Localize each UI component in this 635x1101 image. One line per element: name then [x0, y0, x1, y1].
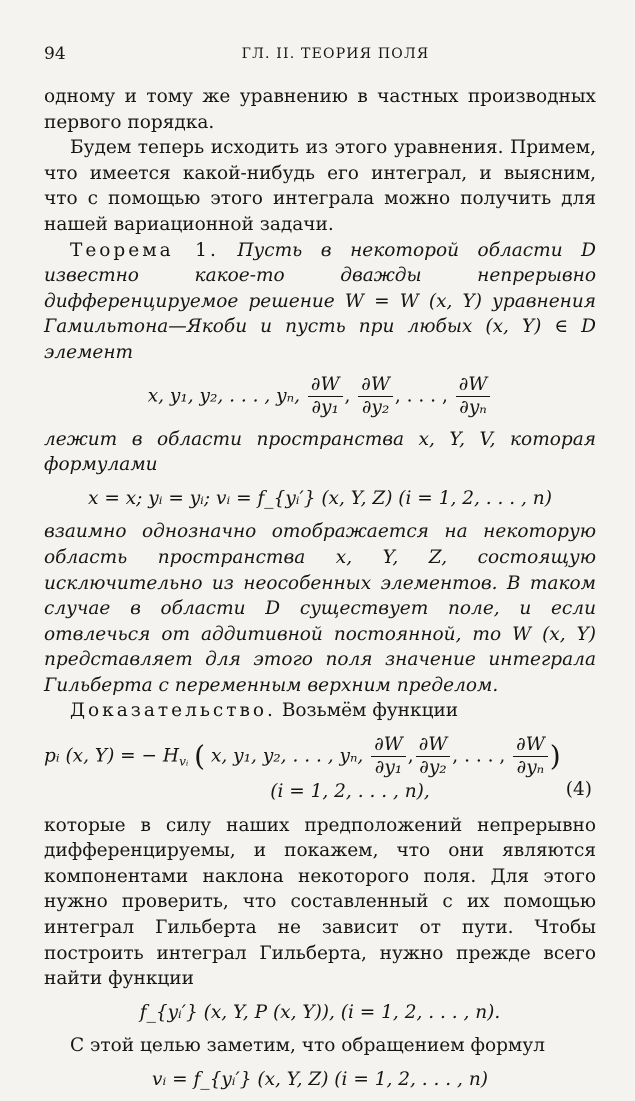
- equation-4-range: (i = 1, 2, . . . , n),: [270, 781, 430, 803]
- theorem-text-c: взаимно однозначно отображается на некоторую область пространства x, Y, Z, состоящую исключительно из неособенных элементов. В таком случае в области D существует поле, и если отвлечься от аддитивной постоянной, то W (x, Y) представляет для этого поля значение интеграла Гильберта с переменным верхним пределом.: [44, 521, 596, 696]
- fraction-dw-dy1: [371, 734, 406, 779]
- numerator: ∂W: [308, 374, 343, 397]
- fraction-dw-dyn: [456, 374, 491, 419]
- fraction-dw-dy2: [358, 374, 393, 419]
- ellipsis: . . . ,: [406, 385, 448, 407]
- theorem-text-b: лежит в области пространства x, Y, V, которая формулами: [44, 428, 596, 476]
- denominator: ∂y₁: [374, 757, 403, 779]
- inversion-formula: vᵢ = f_{yᵢ′} (x, Y, Z) (i = 1, 2, . . . , n): [152, 1069, 488, 1090]
- mapping-formula: x = x; yᵢ = yᵢ; vᵢ = f_{yᵢ′} (x, Y, Z) (i = 1, 2, . . . , n): [88, 487, 552, 509]
- paragraph-1: одному и тому же уравнению в частных производных первого порядка.: [44, 86, 596, 133]
- equation-4: [44, 734, 596, 805]
- eq4-left: pᵢ (x, Y) = − H: [44, 745, 180, 767]
- numerator: ∂W: [513, 734, 548, 757]
- functions-formula: f_{yᵢ′} (x, Y, P (x, Y)), (i = 1, 2, . . . , n).: [139, 1001, 501, 1023]
- equation-4-line-1: [44, 734, 596, 779]
- page-number: 94: [44, 44, 66, 64]
- page-body: [44, 84, 596, 1101]
- fraction-dw-dy1: [308, 374, 343, 419]
- comma: ,: [452, 745, 459, 767]
- page-header: [0, 44, 635, 68]
- proof-text-a: Возьмём функции: [275, 700, 459, 722]
- numerator: ∂W: [358, 374, 393, 397]
- element-variables: x, y₁, y₂, . . . , yₙ,: [147, 385, 301, 407]
- comma: ,: [407, 745, 414, 767]
- paragraph-2: Будем теперь исходить из этого уравнения. Примем, что имеется какой-нибудь его интеграл, и выясним, что с помощью этого интеграла можно получить для нашей вариационной задачи.: [44, 137, 596, 235]
- running-head: ГЛ. II. ТЕОРИЯ ПОЛЯ: [241, 46, 430, 62]
- equation-number: (4): [565, 779, 592, 801]
- proof-paragraph: [44, 698, 596, 724]
- theorem-text-a: Пусть в некоторой области D известно какое-то дважды непрерывно дифференцируемое решение W = W (x, Y) уравнения Гамильтона—Якоби и пусть при любых (x, Y) ∈ D элемент: [44, 239, 596, 363]
- comma: ,: [394, 385, 401, 407]
- open-paren: (: [194, 739, 206, 773]
- theorem-label: Теорема 1.: [70, 239, 219, 261]
- proof-label: Доказательство.: [70, 700, 276, 722]
- numerator: ∂W: [456, 374, 491, 397]
- close-paren: ): [549, 739, 561, 773]
- eq4-args: x, y₁, y₂, . . . , yₙ,: [205, 745, 370, 767]
- proof-text-c: С этой целью заметим, что обращением формул: [70, 1035, 545, 1057]
- element-formula: [44, 374, 596, 419]
- proof-text-b: которые в силу наших предположений непрерывно дифференцируемы, и покажем, что они являются компонентами наклона некоторого поля. Для этого нужно проверить, что составленный с их помощью интеграл Гильберта не зависит от пути. Чтобы построить интеграл Гильберта, нужно прежде всего найти функции: [44, 814, 596, 990]
- numerator: ∂W: [371, 734, 406, 757]
- ellipsis: . . . ,: [464, 745, 506, 767]
- eq4-subscript: vᵢ: [179, 754, 189, 769]
- theorem-paragraph: [44, 238, 596, 366]
- denominator: ∂yₙ: [459, 396, 487, 418]
- fraction-dw-dy2: [416, 734, 451, 779]
- denominator: ∂y₁: [311, 396, 339, 418]
- denominator: ∂yₙ: [516, 757, 545, 779]
- denominator: ∂y₂: [419, 757, 447, 779]
- numerator: ∂W: [416, 734, 451, 757]
- fraction-dw-dyn: [513, 734, 548, 779]
- denominator: ∂y₂: [361, 396, 390, 418]
- comma: ,: [344, 385, 351, 407]
